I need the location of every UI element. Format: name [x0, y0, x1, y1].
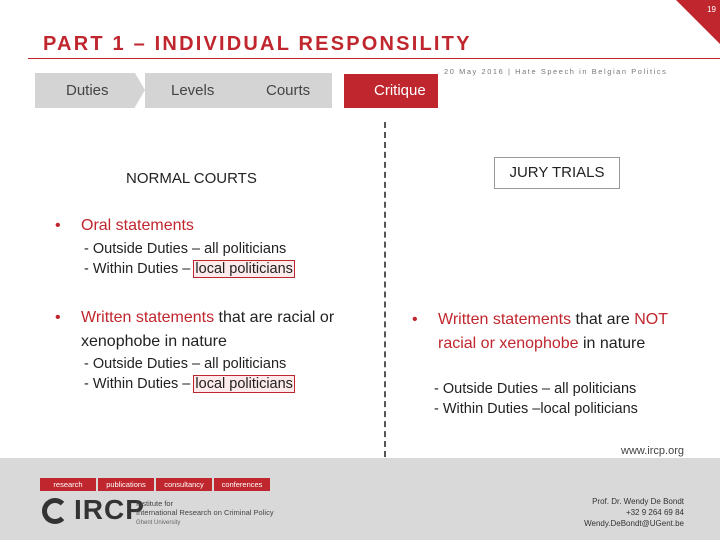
website-link[interactable]: www.ircp.org [621, 445, 684, 457]
footer-tabs [40, 478, 272, 491]
tab-duties-arrow [135, 73, 145, 107]
oral-statements-item [55, 214, 355, 238]
footer-tab-research[interactable]: research [40, 478, 96, 491]
jury-sub-outside: - Outside Duties – all politicians [434, 381, 637, 397]
jury-not-racial-label: NOT racial or xenophobe [438, 311, 668, 352]
written-sub-within-prefix: - Within Duties – [84, 376, 195, 392]
logo-desc-line-1: Institute for [136, 499, 174, 508]
jury-written-statements-label: Written statements [438, 311, 572, 328]
jury-trials-heading: JURY TRIALS [494, 157, 620, 189]
contact-email[interactable]: Wendy.DeBondt@UGent.be [584, 519, 684, 528]
jury-text-rest: in nature [578, 335, 646, 352]
tab-courts[interactable]: Courts [240, 73, 332, 108]
ircp-logo-text: IRCP [74, 494, 145, 525]
contact-info [584, 496, 684, 529]
normal-courts-heading: NORMAL COURTS [126, 170, 257, 187]
title-rule [28, 58, 720, 59]
bullet-dot: • [55, 309, 61, 326]
bullet-dot: • [412, 311, 418, 328]
jury-written-statements-item [412, 308, 682, 356]
written-statements-label: Written statements [81, 309, 215, 326]
jury-written-statements-text [412, 308, 682, 356]
oral-statements-label: Oral statements [81, 217, 194, 234]
page-number: 19 [707, 5, 716, 14]
ircp-logo-description [136, 499, 274, 517]
oral-sub-within-prefix: - Within Duties – [84, 261, 195, 277]
contact-phone: +32 9 264 69 84 [625, 508, 684, 517]
oral-sub-within [84, 259, 294, 279]
written-statements-item [55, 306, 355, 354]
tab-levels[interactable]: Levels [145, 73, 250, 108]
oral-sub-outside: - Outside Duties – all politicians [84, 241, 287, 257]
slide-title: PART 1 – INDIVIDUAL RESPONSILITY [43, 33, 472, 55]
written-statements-text [55, 306, 355, 354]
written-sub-outside: - Outside Duties – all politicians [84, 356, 287, 372]
column-divider [384, 122, 386, 467]
oral-local-politicians-highlight: local politicians [195, 261, 293, 277]
jury-text-mid: that are [571, 311, 635, 328]
written-statements-rest: that are racial or xenophobe in nature [81, 309, 335, 350]
contact-name: Prof. Dr. Wendy De Bondt [592, 497, 684, 506]
bullet-dot: • [55, 217, 61, 234]
tab-duties[interactable]: Duties [35, 73, 135, 108]
university-name: Ghent University [136, 520, 181, 526]
written-sub-within [84, 374, 294, 394]
footer-tab-publications[interactable]: publications [98, 478, 154, 491]
written-local-politicians-highlight: local politicians [195, 376, 293, 392]
tab-critique[interactable]: Critique [344, 74, 438, 108]
slide-subtitle: 20 May 2016 | Hate Speech in Belgian Politics [444, 67, 668, 76]
footer-tab-conferences[interactable]: conferences [214, 478, 270, 491]
ircp-logo-icon [42, 498, 68, 524]
jury-sub-within: - Within Duties –local politicians [434, 401, 638, 417]
logo-desc-line-2: International Research on Criminal Policy [136, 508, 274, 517]
footer-tab-consultancy[interactable]: consultancy [156, 478, 212, 491]
